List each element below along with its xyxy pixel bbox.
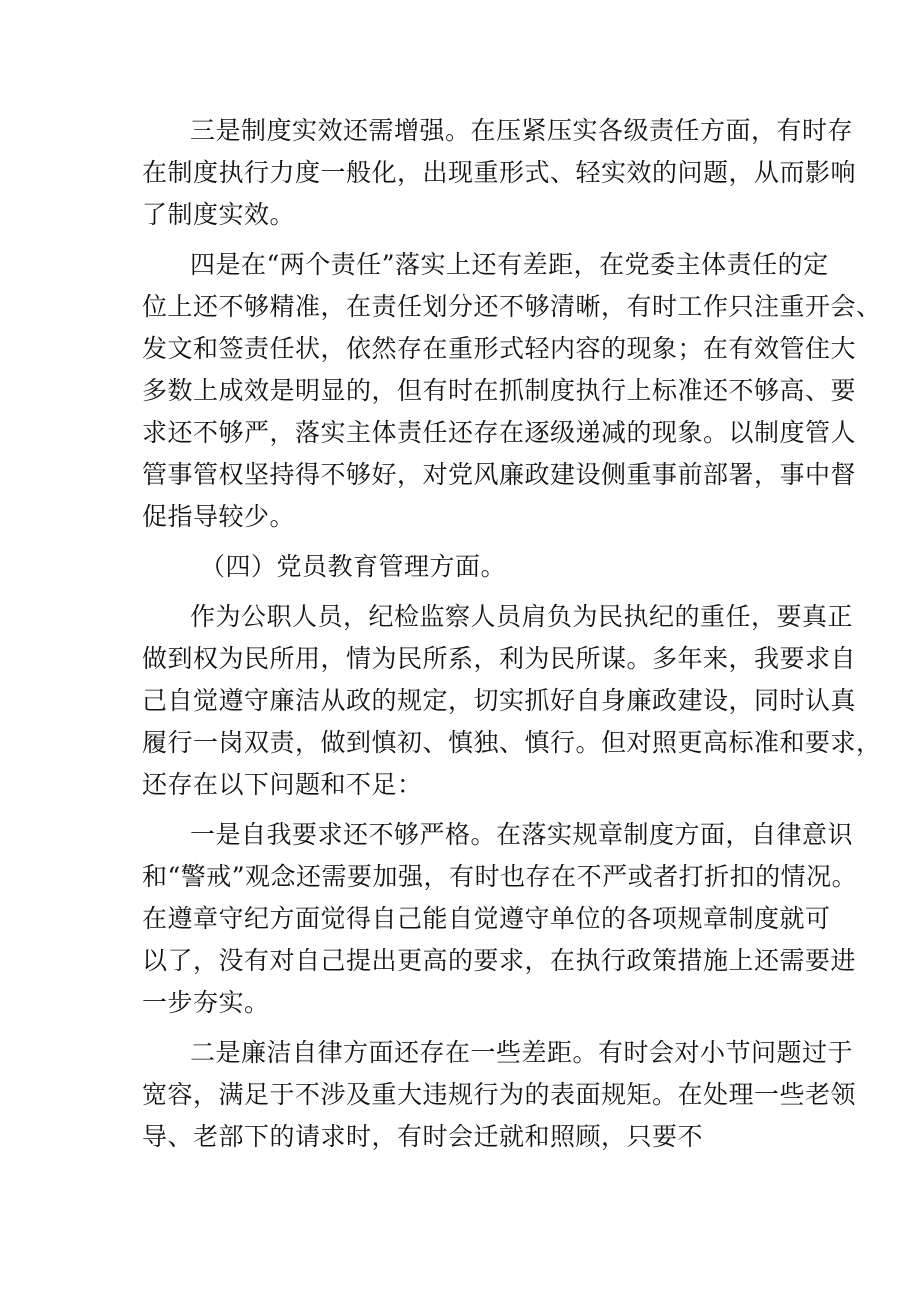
- paragraph-line: 作为公职人员，纪检监察人员肩负为民执纪的重任，要真正: [190, 602, 854, 631]
- paragraph-line: 己自觉遵守廉洁从政的规定，切实抓好自身廉政建设，同时认真: [142, 686, 857, 715]
- section-heading: （四）党员教育管理方面。: [200, 552, 507, 581]
- paragraph-line: 履行一岗双责，做到慎初、慎独、慎行。但对照更高标准和要求，: [142, 728, 882, 757]
- paragraph-line: 二是廉洁自律方面还存在一些差距。有时会对小节问题过于: [190, 1038, 854, 1067]
- paragraph-line: 多数上成效是明显的，但有时在抓制度执行上标准还不够高、要: [142, 376, 857, 405]
- paragraph-line: 了制度实效。: [142, 200, 296, 229]
- paragraph-line: 三是制度实效还需增强。在压紧压实各级责任方面，有时存: [190, 116, 854, 145]
- paragraph-line: 四是在“两个责任”落实上还有差距，在党委主体责任的定: [190, 250, 829, 279]
- paragraph-line: 促指导较少。: [142, 502, 296, 531]
- paragraph-line: 位上还不够精准，在责任划分还不够清晰，有时工作只注重开会、: [142, 292, 882, 321]
- paragraph-line: 还存在以下问题和不足：: [142, 770, 423, 799]
- paragraph-line: 和“警戒”观念还需要加强，有时也存在不严或者打折扣的情况。: [142, 862, 858, 891]
- paragraph-line: 一是自我要求还不够严格。在落实规章制度方面，自律意识: [190, 820, 854, 849]
- paragraph-line: 在制度执行力度一般化，出现重形式、轻实效的问题，从而影响: [142, 158, 857, 187]
- paragraph-line: 在遵章守纪方面觉得自己能自觉遵守单位的各项规章制度就可: [142, 904, 831, 933]
- paragraph-line: 宽容，满足于不涉及重大违规行为的表面规矩。在处理一些老领: [142, 1080, 857, 1109]
- paragraph-line: 发文和签责任状，依然存在重形式轻内容的现象；在有效管住大: [142, 334, 857, 363]
- paragraph-line: 做到权为民所用，情为民所系，利为民所谋。多年来，我要求自: [142, 644, 857, 673]
- paragraph-line: 求还不够严，落实主体责任还存在逐级递减的现象。以制度管人: [142, 418, 857, 447]
- paragraph-line: 管事管权坚持得不够好，对党风廉政建设侧重事前部署，事中督: [142, 460, 857, 489]
- paragraph-line: 以了，没有对自己提出更高的要求，在执行政策措施上还需要进: [142, 946, 857, 975]
- paragraph-line: 导、老部下的请求时，有时会迁就和照顾，只要不: [142, 1122, 704, 1151]
- paragraph-line: 一步夯实。: [142, 988, 270, 1017]
